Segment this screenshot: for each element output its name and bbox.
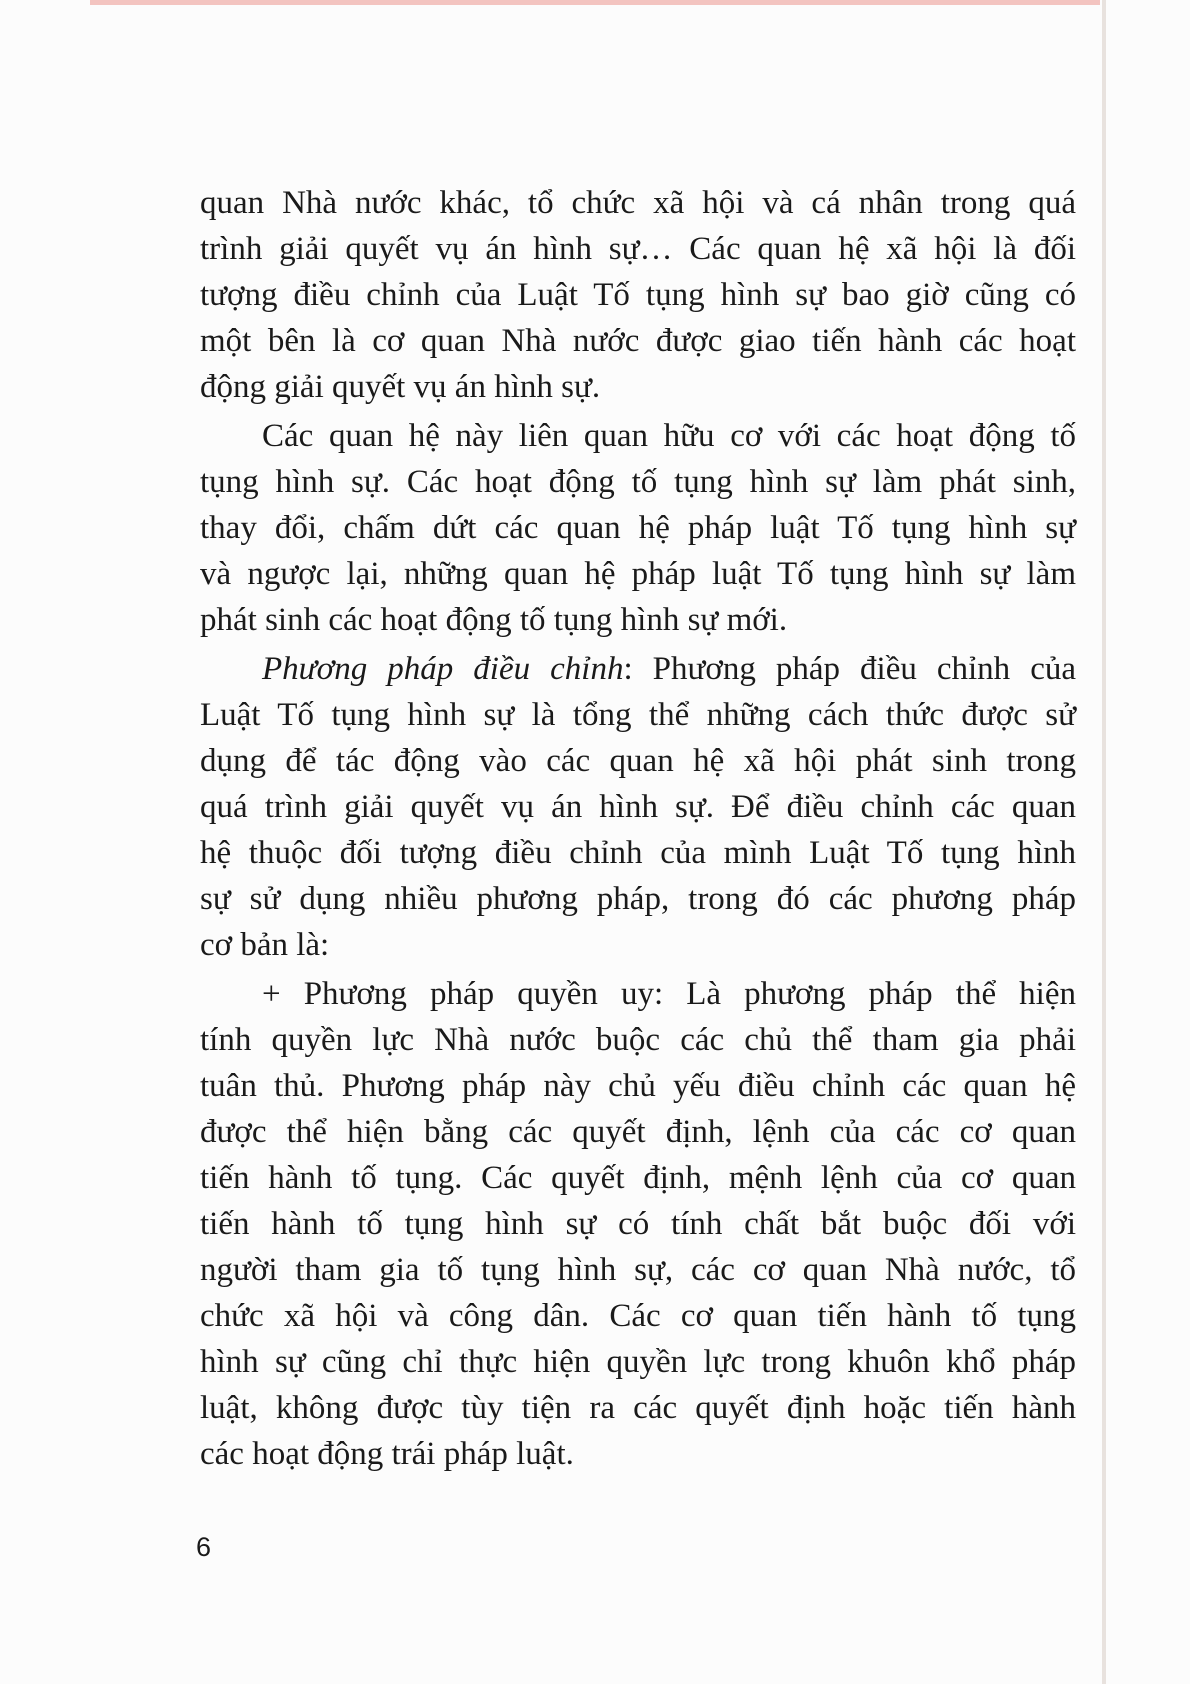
text-line: chức xã hội và công dân. Các cơ quan tiến hành tố tụng <box>200 1298 1076 1334</box>
text-line: quá trình giải quyết vụ án hình sự. Để điều chỉnh các quan <box>200 789 1076 825</box>
paragraph-1 <box>200 180 1076 410</box>
lead-rest: : Phương pháp điều chỉnh của <box>623 651 1076 687</box>
text-line-lead <box>200 646 1076 692</box>
text-line: động giải quyết vụ án hình sự. <box>200 369 601 405</box>
text-line: trình giải quyết vụ án hình sự… Các quan hệ xã hội là đối <box>200 231 1076 267</box>
text-line: hình sự cũng chỉ thực hiện quyền lực trong khuôn khổ pháp <box>200 1344 1076 1380</box>
text-line: các hoạt động trái pháp luật. <box>200 1436 574 1472</box>
text-line: tụng hình sự. Các hoạt động tố tụng hình sự làm phát sinh, <box>200 464 1076 500</box>
text-line: dụng để tác động vào các quan hệ xã hội phát sinh trong <box>200 743 1076 779</box>
paragraph-3 <box>200 646 1076 968</box>
body-text <box>200 180 1076 1480</box>
text-line: quan Nhà nước khác, tổ chức xã hội và cá nhân trong quá <box>200 185 1076 221</box>
text-line: người tham gia tố tụng hình sự, các cơ quan Nhà nước, tổ <box>200 1252 1076 1288</box>
text-line: Các quan hệ này liên quan hữu cơ với các hoạt động tố <box>262 418 1076 454</box>
page-right-edge <box>1102 0 1106 1684</box>
text-line: cơ bản là: <box>200 927 330 963</box>
text-line: luật, không được tùy tiện ra các quyết định hoặc tiến hành <box>200 1390 1076 1426</box>
text-line: một bên là cơ quan Nhà nước được giao tiến hành các hoạt <box>200 323 1076 359</box>
text-line: phát sinh các hoạt động tố tụng hình sự mới. <box>200 602 788 638</box>
text-line: thay đổi, chấm dứt các quan hệ pháp luật Tố tụng hình sự <box>200 510 1076 546</box>
text-line: tiến hành tố tụng hình sự có tính chất bắt buộc đối với <box>200 1206 1076 1242</box>
text-line: và ngược lại, những quan hệ pháp luật Tố tụng hình sự làm <box>200 556 1076 592</box>
page-top-edge <box>90 0 1100 5</box>
text-line: được thể hiện bằng các quyết định, lệnh của các cơ quan <box>200 1114 1076 1150</box>
text-line: tuân thủ. Phương pháp này chủ yếu điều chỉnh các quan hệ <box>200 1068 1076 1104</box>
page-number: 6 <box>196 1532 212 1562</box>
text-line: sự sử dụng nhiều phương pháp, trong đó các phương pháp <box>200 881 1076 917</box>
paragraph-4 <box>200 971 1076 1477</box>
text-line: + Phương pháp quyền uy: Là phương pháp thể hiện <box>262 976 1076 1012</box>
text-line: Luật Tố tụng hình sự là tổng thể những cách thức được sử <box>200 697 1076 733</box>
italic-term: Phương pháp điều chỉnh <box>262 651 624 687</box>
text-line: tiến hành tố tụng. Các quyết định, mệnh lệnh của cơ quan <box>200 1160 1076 1196</box>
paragraph-2 <box>200 413 1076 643</box>
text-line: tính quyền lực Nhà nước buộc các chủ thể tham gia phải <box>200 1022 1076 1058</box>
text-line: hệ thuộc đối tượng điều chỉnh của mình Luật Tố tụng hình <box>200 835 1076 871</box>
text-line: tượng điều chỉnh của Luật Tố tụng hình sự bao giờ cũng có <box>200 277 1076 313</box>
